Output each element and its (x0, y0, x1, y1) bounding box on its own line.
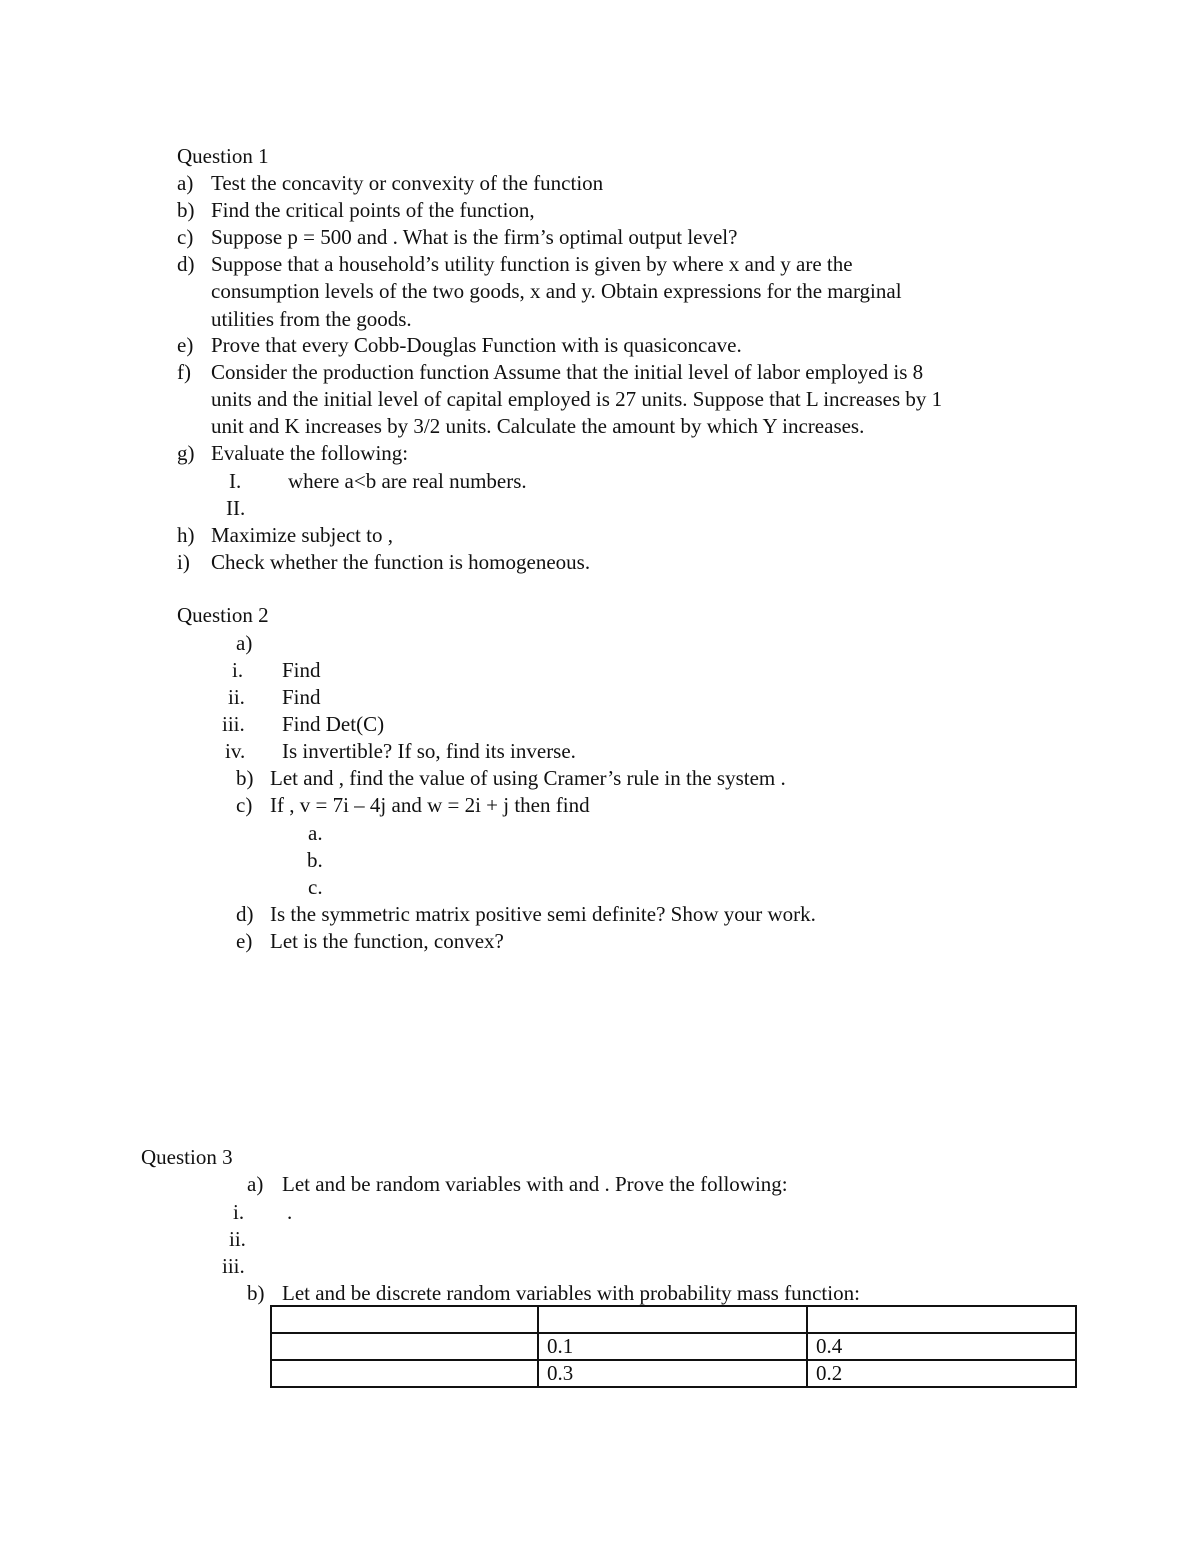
item-label: i) (177, 550, 190, 574)
subitem-label: i. (233, 1200, 245, 1224)
question-1-heading: Question 1 (177, 144, 269, 168)
item-text: Let and be random variables with and . Prove the following: (282, 1172, 788, 1196)
item-text: Let and , find the value of using Cramer’s rule in the system . (270, 766, 786, 790)
subitem-text: Find Det(C) (282, 712, 385, 736)
subitem-label: iv. (225, 739, 246, 763)
probability-mass-function-table (270, 1305, 1077, 1388)
table-cell (807, 1306, 1076, 1333)
item-label: d) (177, 252, 195, 276)
item-label: b) (177, 198, 195, 222)
table-cell: 0.2 (807, 1360, 1076, 1387)
item-text-line-1: Suppose that a household’s utility function is given by where x and y are the (211, 252, 853, 276)
item-label: a) (177, 171, 194, 195)
subitem-label: b. (307, 848, 323, 872)
item-text: Let and be discrete random variables with probability mass function: (282, 1281, 860, 1305)
item-label: b) (236, 766, 254, 790)
item-label: a) (247, 1172, 264, 1196)
subitem-label: II. (226, 496, 246, 520)
table-row (271, 1360, 1076, 1387)
subitem-label: iii. (222, 712, 245, 736)
subitem-label: iii. (222, 1254, 245, 1278)
table-cell (271, 1333, 538, 1360)
subitem-label: a. (308, 821, 323, 845)
item-text: Check whether the function is homogeneous. (211, 550, 591, 574)
subitem-label: i. (232, 658, 244, 682)
subitem-text: Find (282, 685, 321, 709)
item-text: If , v = 7i – 4j and w = 2i + j then find (270, 793, 590, 817)
question-3-heading: Question 3 (141, 1145, 233, 1169)
item-text-line-3: utilities from the goods. (211, 307, 412, 331)
item-label: g) (177, 441, 195, 465)
item-label: e) (236, 929, 253, 953)
table-row (271, 1306, 1076, 1333)
subitem-label: ii. (228, 685, 245, 709)
table-cell: 0.4 (807, 1333, 1076, 1360)
item-label: c) (236, 793, 253, 817)
subitem-text: Is invertible? If so, find its inverse. (282, 739, 576, 763)
item-text: Is the symmetric matrix positive semi definite? Show your work. (270, 902, 816, 926)
item-text: Let is the function, convex? (270, 929, 504, 953)
item-text-line-3: unit and K increases by 3/2 units. Calculate the amount by which Y increases. (211, 414, 865, 438)
item-label: h) (177, 523, 195, 547)
item-text-line-1: Consider the production function Assume that the initial level of labor employed is 8 (211, 360, 924, 384)
item-text: Find the critical points of the function, (211, 198, 535, 222)
table-row (271, 1333, 1076, 1360)
subitem-text: where a<b are real numbers. (288, 469, 527, 493)
table-cell (271, 1360, 538, 1387)
item-text: Maximize subject to , (211, 523, 393, 547)
item-label: a) (236, 631, 253, 655)
table-cell (538, 1306, 807, 1333)
item-label: e) (177, 333, 194, 357)
subitem-text: . (287, 1200, 293, 1224)
item-label: d) (236, 902, 254, 926)
subitem-label: c. (308, 875, 323, 899)
question-2-heading: Question 2 (177, 603, 269, 627)
item-text: Suppose p = 500 and . What is the firm’s optimal output level? (211, 225, 738, 249)
item-label: b) (247, 1281, 265, 1305)
item-label: c) (177, 225, 194, 249)
item-text-line-2: consumption levels of the two goods, x and y. Obtain expressions for the marginal (211, 279, 902, 303)
item-text: Test the concavity or convexity of the function (211, 171, 604, 195)
table-cell: 0.3 (538, 1360, 807, 1387)
table-cell (271, 1306, 538, 1333)
subitem-text: Find (282, 658, 321, 682)
table-cell: 0.1 (538, 1333, 807, 1360)
item-text: Prove that every Cobb-Douglas Function with is quasiconcave. (211, 333, 742, 357)
item-text-line-2: units and the initial level of capital employed is 27 units. Suppose that L increases by 1 (211, 387, 943, 411)
item-label: f) (177, 360, 191, 384)
subitem-label: I. (229, 469, 242, 493)
subitem-label: ii. (229, 1227, 246, 1251)
item-text: Evaluate the following: (211, 441, 409, 465)
